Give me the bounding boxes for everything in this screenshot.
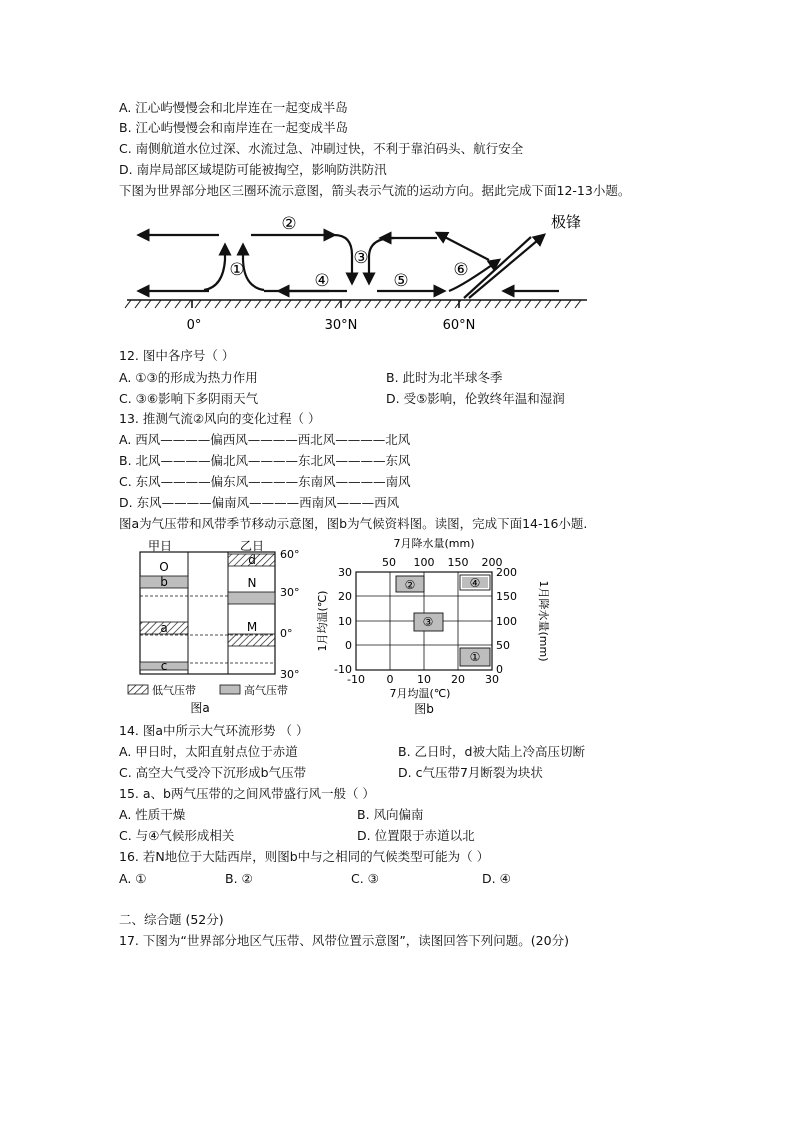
figure-b (316, 536, 556, 718)
figa-lat-0: 0° (280, 627, 293, 640)
q13-option-d: D. 东风————偏南风————西南风———西风 (119, 495, 400, 510)
q13-option-c: C. 东风————偏东风————东南风————南风 (119, 474, 411, 489)
figb-top-tick: 150 (447, 556, 469, 569)
figb-bottom-axis-title: 7月均温(℃) (389, 687, 451, 700)
box-4-label: ④ (469, 576, 481, 590)
q12-option-d: D. 受⑤影响，伦敦终年温和湿润 (386, 391, 565, 406)
circ-num-5: ⑤ (393, 271, 409, 291)
q11-option-a: A. 江心屿慢慢会和北岸连在一起变成半岛 (119, 100, 348, 115)
figb-left-axis-title: 1月均温(℃) (316, 590, 329, 652)
q15-option-a: A. 性质干燥 (119, 807, 186, 822)
box-2-label: ② (404, 578, 416, 592)
q16-option-b: B. ② (225, 871, 253, 886)
figa-lat-30n: 30° (280, 586, 300, 599)
figb-bottom-tick: 0 (386, 673, 394, 686)
q13-stem: 13. 推测气流②风向的变化过程（ ） (119, 411, 321, 426)
circ-num-2: ② (281, 214, 297, 234)
q14-option-c: C. 高空大气受冷下沉形成b气压带 (119, 765, 307, 780)
q12-option-c: C. ③⑥影响下多阴雨天气 (119, 391, 259, 406)
figb-left-tick: -10 (334, 663, 352, 676)
q15-option-c: C. 与④气候形成相关 (119, 828, 235, 843)
q15-stem: 15. a、b两气压带的之间风带盛行风一般（ ） (119, 786, 375, 801)
figa-lat-30s: 30° (280, 668, 300, 681)
q12-option-b: B. 此时为北半球冬季 (386, 370, 503, 385)
circulation-diagram (119, 205, 589, 340)
figb-bottom-tick: 20 (451, 673, 465, 686)
belt-c-label: c (160, 659, 168, 673)
circ-num-1: ① (229, 260, 245, 280)
q11-option-c: C. 南侧航道水位过深、水流过急、冲刷过快，不利于靠泊码头、航行安全 (119, 141, 524, 156)
q16-option-a: A. ① (119, 871, 147, 886)
q14-option-b: B. 乙日时，d被大陆上冷高压切断 (398, 744, 585, 759)
figb-left-tick: 0 (345, 639, 352, 652)
intro-14-16: 图a为气压带和风带季节移动示意图，图b为气候资料图。读图，完成下面14-16小题. (119, 516, 588, 531)
figure-a-caption: 图a (190, 701, 210, 715)
figb-top-tick: 200 (481, 556, 503, 569)
circ-num-6: ⑥ (453, 260, 469, 280)
figure-b-caption: 图b (414, 702, 434, 716)
figb-right-tick: 100 (496, 615, 517, 628)
belt-b-label: b (160, 575, 168, 589)
section2-title: 二、综合题 (52分) (119, 912, 224, 927)
polar-front-label: 极锋 (551, 213, 582, 231)
figb-bottom-tick: -10 (347, 673, 365, 686)
q15-option-d: D. 位置限于赤道以北 (357, 828, 475, 843)
q11-option-d: D. 南岸局部区域堤防可能被掏空，影响防洪防汛 (119, 162, 387, 177)
q17-stem: 17. 下图为“世界部分地区气压带、风带位置示意图”，读图回答下列问题。(20分) (119, 933, 569, 948)
belt-a-label: a (160, 621, 168, 635)
q13-option-b: B. 北风————偏北风————东北风————东风 (119, 453, 411, 468)
figa-lat-60: 60° (280, 548, 300, 561)
belt-N-label: N (247, 576, 257, 590)
figb-right-tick: 0 (496, 663, 503, 676)
figb-bottom-tick: 10 (417, 673, 431, 686)
lat-60n-label: 60°N (442, 318, 476, 333)
figb-top-axis-title: 7月降水量(mm) (393, 537, 475, 550)
q16-stem: 16. 若N地位于大陆西岸，则图b中与之相同的气候类型可能为（ ） (119, 849, 490, 864)
circ-num-4: ④ (314, 271, 330, 291)
q13-option-a: A. 西风————偏西风————西北风————北风 (119, 432, 411, 447)
figb-right-tick: 150 (496, 590, 517, 603)
q14-option-a: A. 甲日时，太阳直射点位于赤道 (119, 744, 298, 759)
figb-left-tick: 20 (338, 590, 352, 603)
q12-option-a: A. ①③的形成为热力作用 (119, 370, 258, 385)
q15-option-b: B. 风向偏南 (357, 807, 424, 822)
lat-0-label: 0° (186, 318, 202, 333)
box-1-label: ① (469, 650, 481, 664)
belt-M-label: M (246, 620, 258, 634)
legend-low-label: 低气压带 (152, 684, 196, 697)
col-jia-label: 甲日 (147, 539, 173, 553)
legend-high-label: 高气压带 (244, 684, 288, 697)
belt-d-label: d (248, 553, 256, 567)
belt-O-label: O (159, 560, 169, 574)
figb-right-tick: 50 (496, 639, 510, 652)
lat-30n-label: 30°N (324, 318, 358, 333)
figb-right-tick: 200 (496, 566, 517, 579)
col-yi-label: 乙日 (239, 539, 265, 553)
q16-option-c: C. ③ (351, 871, 379, 886)
q11-option-b: B. 江心屿慢慢会和南岸连在一起变成半岛 (119, 120, 349, 135)
figb-left-tick: 10 (338, 615, 352, 628)
figure-a (120, 538, 320, 718)
figb-bottom-tick: 30 (485, 673, 499, 686)
q12-stem: 12. 图中各序号（ ） (119, 348, 235, 363)
q14-option-d: D. c气压带7月断裂为块状 (398, 765, 543, 780)
figb-left-tick: 30 (338, 566, 352, 579)
intro-12-13: 下图为世界部分地区三圈环流示意图，箭头表示气流的运动方向。据此完成下面12-13小题。 (119, 183, 631, 198)
figb-top-tick: 100 (413, 556, 435, 569)
q16-option-d: D. ④ (482, 871, 511, 886)
figb-right-axis-title: 1月降水量(mm) (537, 580, 550, 662)
q14-stem: 14. 图a中所示大气环流形势 （ ） (119, 723, 309, 738)
box-3-label: ③ (422, 615, 434, 629)
circ-num-3: ③ (353, 248, 369, 268)
figb-top-tick: 50 (382, 556, 396, 569)
